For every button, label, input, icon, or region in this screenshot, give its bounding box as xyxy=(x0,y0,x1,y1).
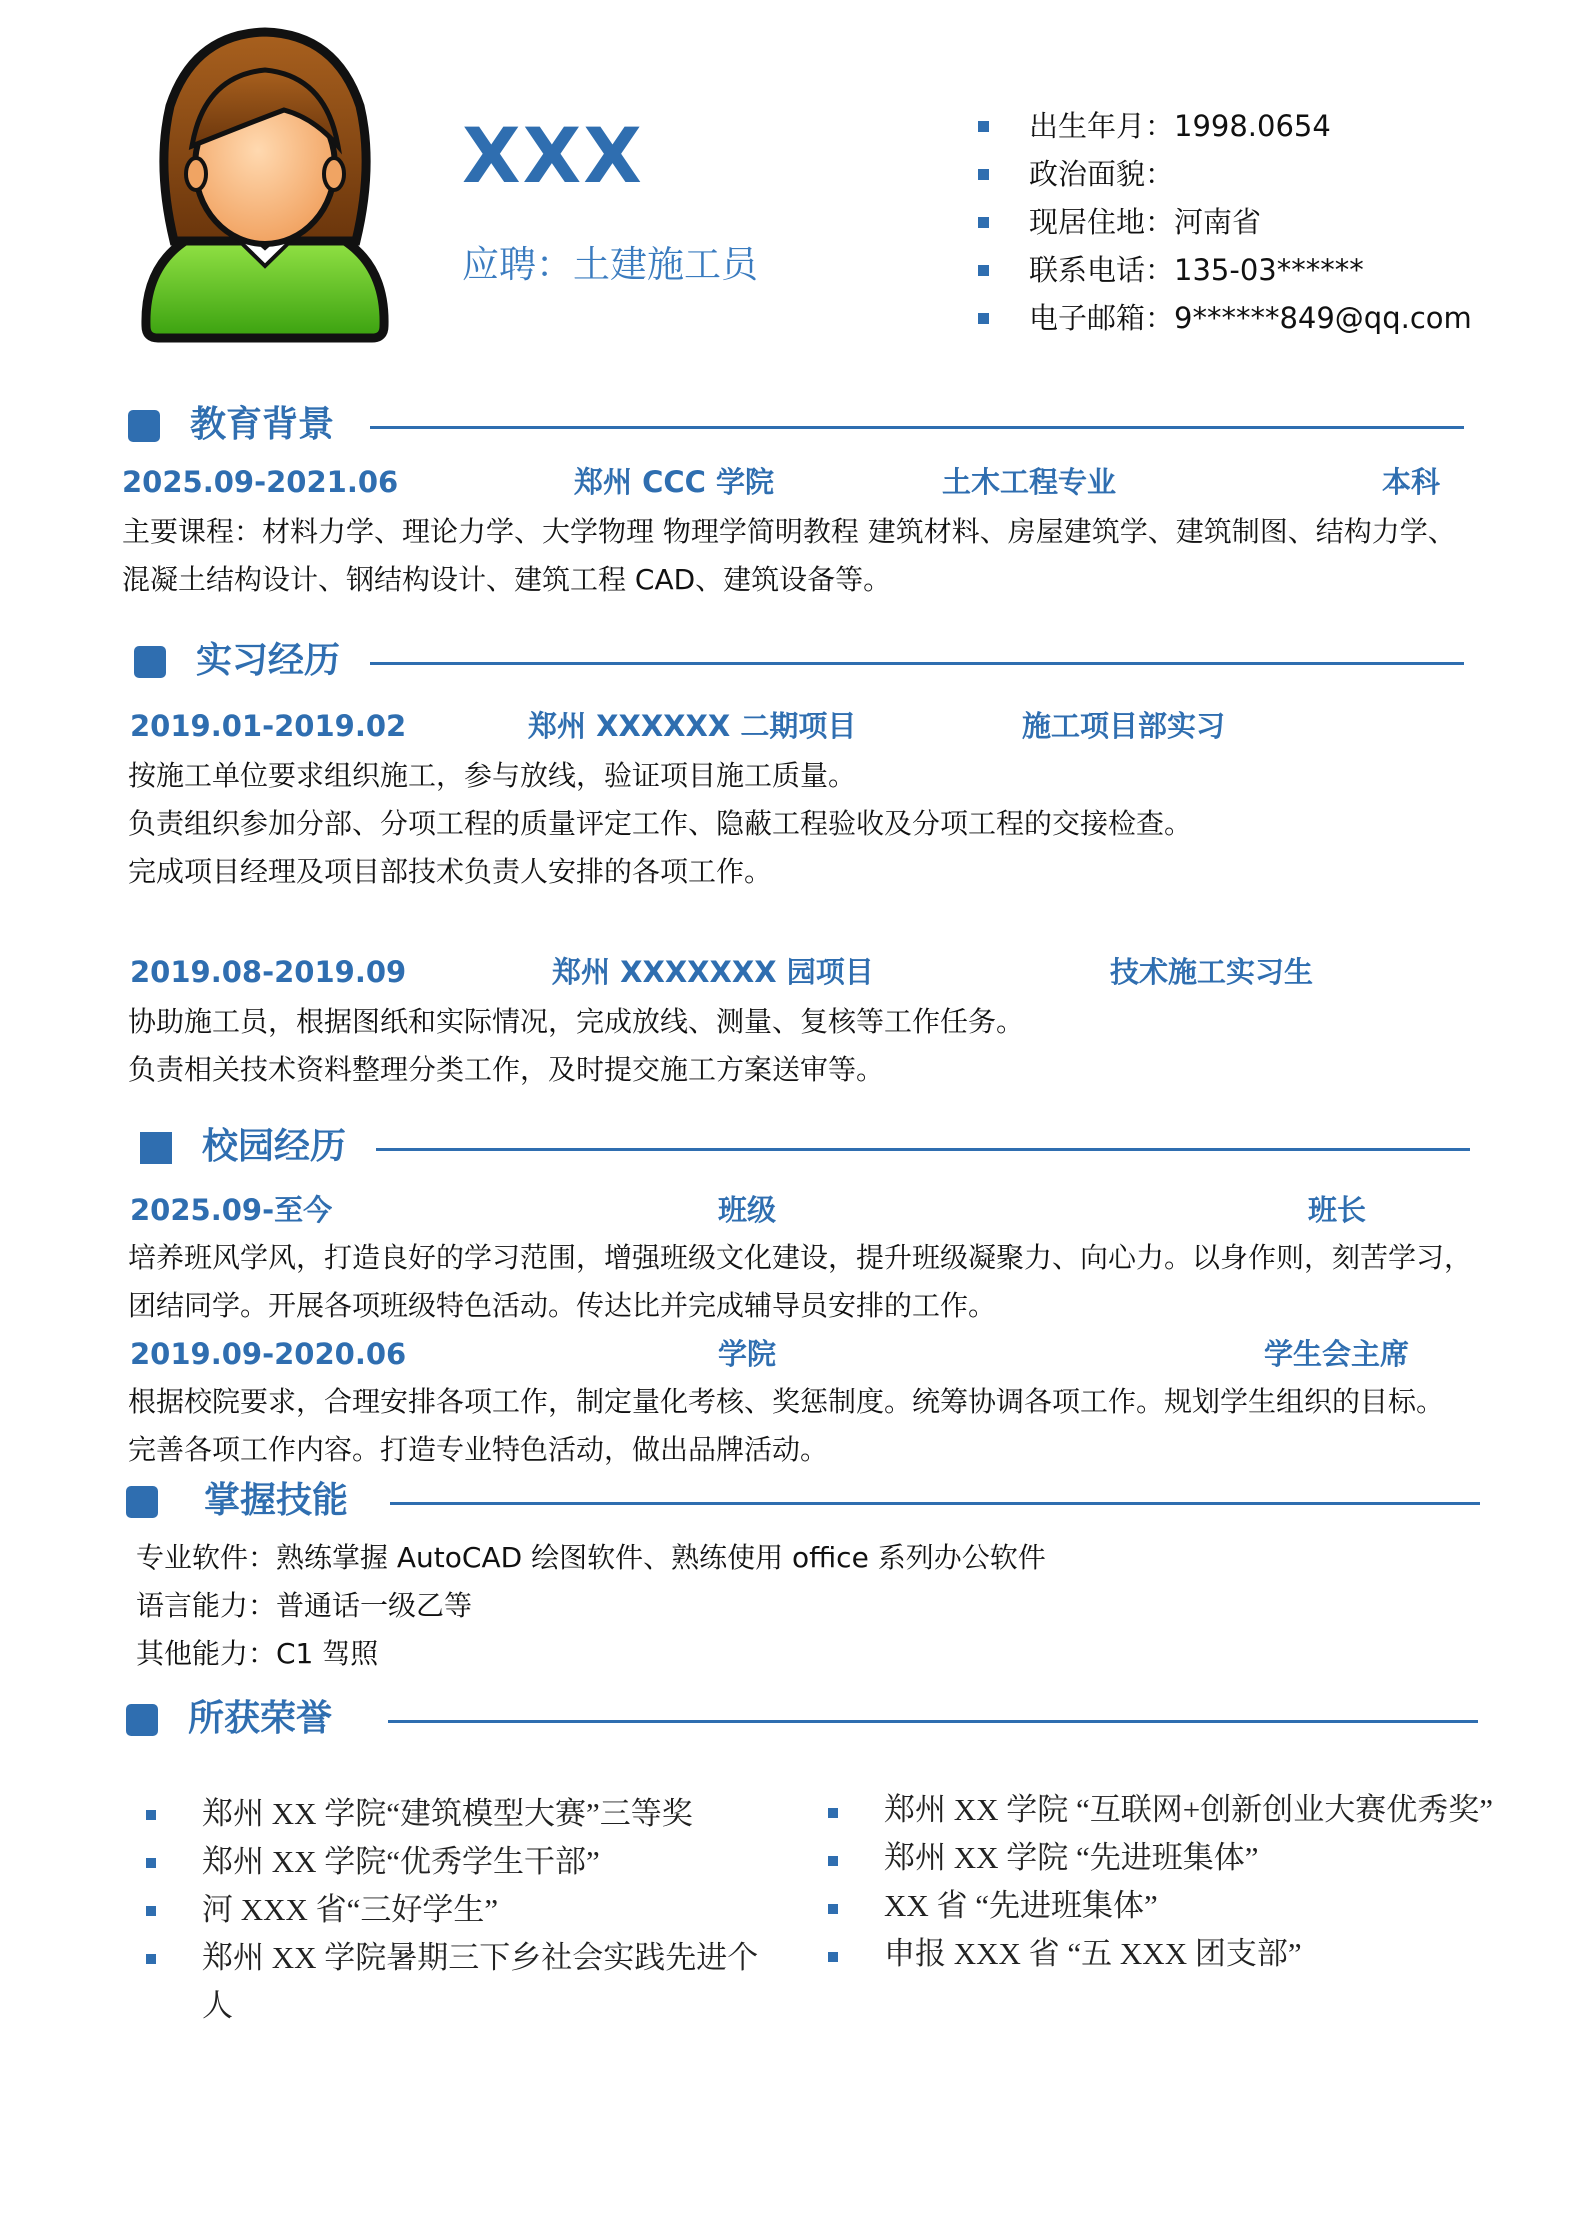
skill-line: 其他能力：C1 驾照 xyxy=(136,1637,379,1670)
campus-duty-line: 完善各项工作内容。打造专业特色活动，做出品牌活动。 xyxy=(128,1433,829,1466)
campus-org: 学院 xyxy=(718,1337,777,1371)
intern-date: 2019.08-2019.09 xyxy=(130,955,407,989)
intern-duty-line: 完成项目经理及项目部技术负责人安排的各项工作。 xyxy=(128,855,773,888)
section-campus xyxy=(140,1122,1470,1172)
award-item: 河 XXX 省“三好学生” xyxy=(202,1892,499,1927)
bullet-icon xyxy=(978,169,989,180)
avatar xyxy=(134,26,396,348)
award-item: 郑州 XX 学院暑期三下乡社会实践先进个 xyxy=(202,1940,759,1975)
campus-role: 班长 xyxy=(1308,1193,1367,1227)
campus-duty-line: 根据校院要求，合理安排各项工作，制定量化考核、奖惩制度。统筹协调各项工作。规划学生组织的目标。 xyxy=(128,1385,1445,1418)
bullet-icon xyxy=(146,1810,156,1820)
section-square-icon xyxy=(126,1486,158,1518)
section-title: 校园经历 xyxy=(202,1126,347,1167)
section-divider xyxy=(370,426,1464,429)
campus-duty-line: 培养班风学风，打造良好的学习范围，增强班级文化建设，提升班级凝聚力、向心力。以身作则，刻苦学习， xyxy=(128,1241,1473,1274)
section-square-icon xyxy=(134,646,166,678)
bullet-icon xyxy=(978,121,989,132)
info-residence: 现居住地：河南省 xyxy=(978,198,1472,246)
section-internship xyxy=(134,636,1464,686)
campus-date: 2019.09-2020.06 xyxy=(130,1337,407,1371)
candidate-name: XXX xyxy=(462,111,644,200)
section-title: 实习经历 xyxy=(196,640,341,681)
section-square-icon xyxy=(126,1704,158,1736)
info-email: 电子邮箱：9******849@qq.com xyxy=(978,294,1472,342)
intern-duty-line: 负责组织参加分部、分项工程的质量评定工作、隐蔽工程验收及分项工程的交接检查。 xyxy=(128,807,1193,840)
edu-major: 土木工程专业 xyxy=(942,465,1117,499)
bullet-icon xyxy=(978,217,989,228)
bullet-icon xyxy=(828,1904,838,1914)
bullet-icon xyxy=(828,1952,838,1962)
section-title: 教育背景 xyxy=(190,404,335,445)
campus-org: 班级 xyxy=(718,1193,777,1227)
edu-courses-line: 主要课程：材料力学、理论力学、大学物理 物理学简明教程 建筑材料、房屋建筑学、建筑制图、结构力学、 xyxy=(122,515,1456,548)
intern-date: 2019.01-2019.02 xyxy=(130,709,407,743)
award-item: 郑州 XX 学院“建筑模型大赛”三等奖 xyxy=(202,1796,693,1831)
section-skills xyxy=(126,1476,1480,1526)
award-item: 郑州 XX 学院 “互联网+创新创业大赛优秀奖” xyxy=(884,1792,1494,1827)
intern-duty-line: 按施工单位要求组织施工，参与放线，验证项目施工质量。 xyxy=(128,759,857,792)
bullet-icon xyxy=(978,313,989,324)
bullet-icon xyxy=(146,1858,156,1868)
female-avatar-icon xyxy=(134,26,396,348)
section-square-icon xyxy=(128,410,160,442)
intern-role: 技术施工实习生 xyxy=(1110,955,1314,989)
intern-org: 郑州 XXXXXX 二期项目 xyxy=(528,709,857,743)
intern-duty-line: 协助施工员，根据图纸和实际情况，完成放线、测量、复核等工作任务。 xyxy=(128,1005,1025,1038)
intern-role: 施工项目部实习 xyxy=(1022,709,1226,743)
edu-school: 郑州 CCC 学院 xyxy=(574,465,775,499)
personal-info xyxy=(978,102,1472,342)
campus-date: 2025.09-至今 xyxy=(130,1193,333,1227)
section-education xyxy=(128,400,1464,450)
skill-line: 专业软件：熟练掌握 AutoCAD 绘图软件、熟练使用 office 系列办公软件 xyxy=(136,1541,1046,1574)
bullet-icon xyxy=(828,1808,838,1818)
bullet-icon xyxy=(146,1906,156,1916)
info-political: 政治面貌： xyxy=(978,150,1472,198)
bullet-icon xyxy=(978,265,989,276)
campus-role: 学生会主席 xyxy=(1264,1337,1410,1371)
section-divider xyxy=(388,1720,1478,1723)
edu-date: 2025.09-2021.06 xyxy=(122,465,399,499)
info-birth: 出生年月：1998.0654 xyxy=(978,102,1472,150)
applied-position: 应聘：土建施工员 xyxy=(462,243,758,286)
award-item: 郑州 XX 学院 “先进班集体” xyxy=(884,1840,1259,1875)
section-divider xyxy=(390,1502,1480,1505)
section-divider xyxy=(376,1148,1470,1151)
intern-org: 郑州 XXXXXXX 园项目 xyxy=(552,955,874,989)
skill-line: 语言能力：普通话一级乙等 xyxy=(136,1589,473,1622)
info-phone: 联系电话：135-03****** xyxy=(978,246,1472,294)
edu-courses-line: 混凝土结构设计、钢结构设计、建筑工程 CAD、建筑设备等。 xyxy=(122,563,892,596)
award-item-continued: 人 xyxy=(202,1988,233,2023)
section-awards xyxy=(126,1694,1478,1744)
section-title: 所获荣誉 xyxy=(188,1698,333,1739)
award-item: XX 省 “先进班集体” xyxy=(884,1888,1158,1923)
intern-duty-line: 负责相关技术资料整理分类工作，及时提交施工方案送审等。 xyxy=(128,1053,885,1086)
bullet-icon xyxy=(828,1856,838,1866)
edu-degree: 本科 xyxy=(1382,465,1441,499)
section-divider xyxy=(370,662,1464,665)
bullet-icon xyxy=(146,1954,156,1964)
section-square-icon xyxy=(140,1132,172,1164)
award-item: 郑州 XX 学院“优秀学生干部” xyxy=(202,1844,600,1879)
award-item: 申报 XXX 省 “五 XXX 团支部” xyxy=(884,1936,1302,1971)
campus-duty-line: 团结同学。开展各项班级特色活动。传达比并完成辅导员安排的工作。 xyxy=(128,1289,997,1322)
section-title: 掌握技能 xyxy=(204,1480,349,1521)
